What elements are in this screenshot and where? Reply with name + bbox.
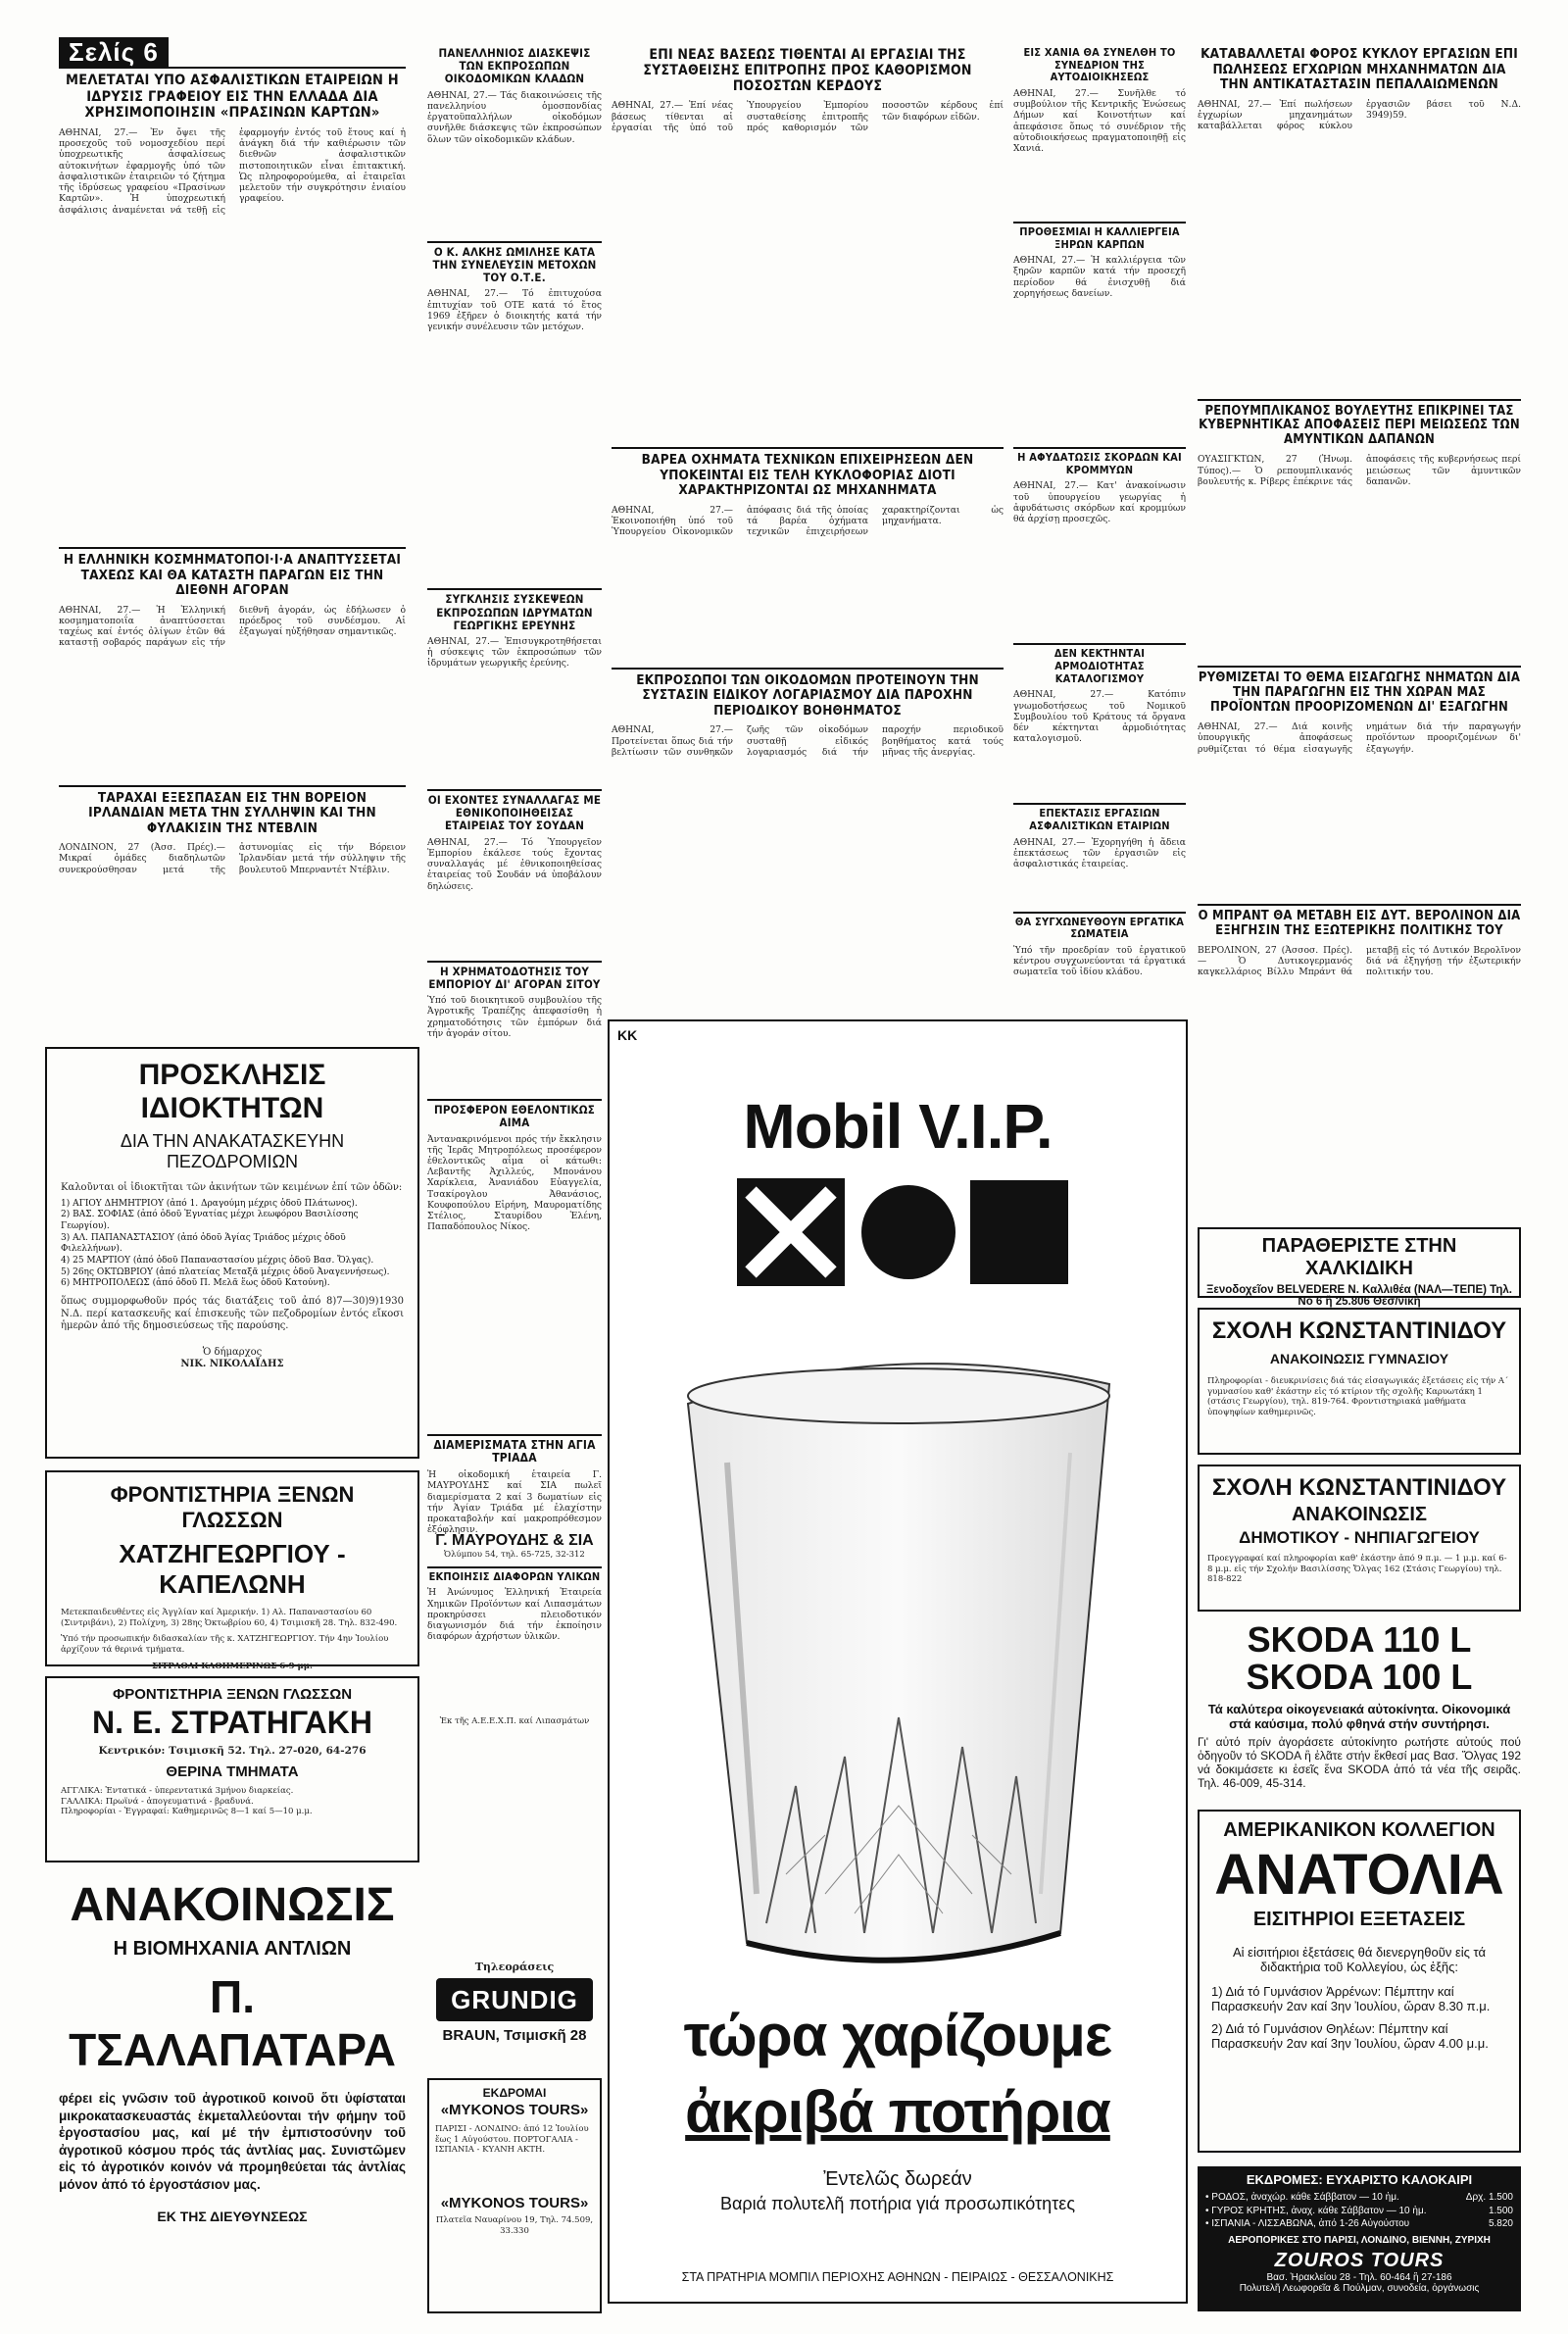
tour-label: • ΙΣΠΑΝΙΑ - ΛΙΣΣΑΒΩΝΑ, ἀπό 1-26 Αὐγούστου — [1205, 2218, 1410, 2229]
headline-profit: ΕΠΙ ΝΕΑΣ ΒΑΣΕΩΣ ΤΙΘΕΝΤΑΙ ΑΙ ΕΡΓΑΣΙΑΙ ΤΗΣ ΣΥΣΤΑΘΕΙΣΗΣ ΕΠΙΤΡΟΠΗΣ ΠΡΟΣ ΚΑΘΟΡΙΣΜΟΝ ΠΟΣΟΣΤΩΝ ΚΕΡΔΟΥΣ — [643, 47, 972, 95]
tour-row — [1205, 2205, 1513, 2218]
company-address: Ὀλύμπου 54, τηλ. 65-725, 32-312 — [444, 1550, 585, 1561]
headline-apartments: ΔΙΑΜΕΡΙΣΜΑΤΑ ΣΤΗΝ ΑΓΙΑ ΤΡΙΑΔΑ — [433, 1437, 596, 1465]
column-5 — [1198, 47, 1521, 1082]
article-heavy-text: ΑΘΗΝΑΙ, 27.— Ἐκοινοποιήθη ὑπό τοῦ Ὑπουργείου Οἰκονομικῶν ἀπόφασις διά τῆς ὁποίας τά βαρέα ὀχήματα τεχνικῶν ἐπιχειρήσεων χαρακτηρίζονται ὡς μηχανήματα. — [612, 504, 1004, 538]
skoda-line2: SKODA 100 L — [1246, 1656, 1473, 1697]
zouros-foot: Πολυτελῆ Λεωφορεῖα & Πούλμαν, συνοδεία, ὀργάνωσις — [1239, 2282, 1480, 2294]
school1-subtitle: ΑΝΑΚΟΙΝΩΣΙΣ ΓΥΜΝΑΣΙΟΥ — [1269, 1351, 1449, 1366]
article-insurers-text: ΑΘΗΝΑΙ, 27.— Ἐχορηγήθη ἡ ἄδεια ἐπεκτάσεως τῶν ἐργασιῶν εἰς ἀσφαλιστικάς ἑταιρείας. — [1013, 836, 1186, 870]
article-builders-text: ΑΘΗΝΑΙ, 27.— Τάς διακοινώσεις τῆς πανελληνίου ὁμοσπονδίας ἐργατοϋπαλλήλων οἰκοδόμων συνῆλθε διάσκεψις τῶν ἐκπροσώπων ὅλων τῶν οἰκοδομικῶν κλάδων. — [427, 89, 602, 145]
mobil-headline-1: τώρα χαρίζουμε — [683, 2003, 1112, 2068]
article-yarns-text: ΑΘΗΝΑΙ, 27.— Διά κοινῆς ὑπουργικῆς ἀποφάσεως ρυθμίζεται τό θέμα εἰσαγωγῆς νημάτων διά τήν παραγωγήν προϊόντων προοριζομένων δι' ἐξαγωγήν. — [1198, 721, 1521, 755]
school2-title: ΣΧΟΛΗ ΚΩΝΣΤΑΝΤΙΝΙΔΟΥ — [1211, 1474, 1507, 1501]
headline-yarns: ΡΥΘΜΙΖΕΤΑΙ ΤΟ ΘΕΜΑ ΕΙΣΑΓΩΓΗΣ ΝΗΜΑΤΩΝ ΔΙΑ ΤΗΝ ΠΑΡΑΓΩΓΗΝ ΕΙΣ ΤΗΝ ΧΩΡΑΝ ΜΑΣ ΠΡΟΪΟΝΤΩΝ ΠΡΟΟΡΙΖΟΜΕΝΩΝ ΔΙ' ΕΞΑΓΩΓΗΝ — [1198, 670, 1521, 716]
zouros-address: Βασ. Ἡρακλείου 28 - Τηλ. 60-464 ἢ 27-186 — [1266, 2271, 1452, 2283]
divider — [427, 588, 602, 590]
tour-row — [1205, 2191, 1513, 2205]
article-sudan-text: ΑΘΗΝΑΙ, 27.— Τό Ὑπουργεῖον Ἐμπορίου ἐκάλεσε τούς ἔχοντας συναλλαγάς μέ ἐθνικοποιηθείσας ἑταιρείας τοῦ Σουδάν νά ὑποβάλουν δηλώσεις. — [427, 836, 602, 892]
chalkidiki-text: Ξενοδοχεῖον BELVEDERE Ν. Καλλιθέα (ΝΑΛ—ΤΕΠΕ) Τηλ. Νο 6 ἢ 25.806 Θεσ/νίκη — [1206, 1284, 1512, 1308]
signature-role: Ὁ δήμαρχος — [202, 1346, 263, 1358]
divider — [427, 1099, 602, 1101]
ad-pumps-name: Π. ΤΣΑΛΑΠΑΤΑΡΑ — [69, 1971, 396, 2075]
mykonos-name: «MYKONOS TOURS» — [440, 2102, 589, 2118]
divider — [1013, 222, 1186, 223]
anatolia-text: Αἱ εἰσιτήριοι ἐξετάσεις θά διενεργηθοῦν εἰς τά διδακτήρια τοῦ Κολλεγίου, ὡς ἑξῆς: — [1232, 1944, 1486, 1974]
divider — [59, 547, 406, 549]
ad-zouros-tours — [1198, 2166, 1521, 2311]
ad-lang1-title: ΦΡΟΝΤΙΣΤΗΡΙΑ ΞΕΝΩΝ ΓΛΩΣΣΩΝ — [110, 1482, 355, 1532]
ad-lang1-text: Μετεκπαιδευθέντες εἰς Ἀγγλίαν καί Ἀμερικήν. 1) Αλ. Παπαναστασίου 60 (Σιντριβάνι), 2) Πολίχνη, 3) 28ης Ὀκτωβρίου 60, 4) Τσιμισκῆ 28. Τηλ. 832-490. — [61, 1608, 398, 1628]
article-wheat-text: Ὑπό τοῦ διοικητικοῦ συμβουλίου τῆς Ἀγροτικῆς Τραπέζης ἀπεφασίσθη ἡ χρηματοδότησις τῶν ἐμπόρων διά τήν ἀγοράν σίτου. — [427, 995, 602, 1039]
grundig-logo: GRUNDIG — [436, 1978, 593, 2021]
street-item: 5) 26ης ΟΚΤΩΒΡΙΟΥ (ἀπό πλατείας Μεταξᾶ μέχρις ὁδοῦ Ἀναγεννήσεως). — [61, 1266, 390, 1277]
divider — [1198, 904, 1521, 906]
article-agri-text: ΑΘΗΝΑΙ, 27.— Ἐπισυγκροτηθήσεται ἡ σύσκεψις τῶν ἐκπροσώπων τῶν ἱδρυμάτων γεωργικῆς ἐρεύνης. — [427, 635, 602, 670]
zouros-air: ΑΕΡΟΠΟΡΙΚΕΣ ΣΤΟ ΠΑΡΙΣΙ, ΛΟΝΔΙΝΟ, ΒΙΕΝΝΗ, ΖΥΡΙΧΗ — [1228, 2234, 1491, 2246]
street-item: 4) 25 ΜΑΡΤΙΟΥ (ἀπό ὁδοῦ Παπαναστασίου μέχρις ὁδοῦ Βασ. Ὄλγας). — [61, 1255, 374, 1266]
divider — [612, 447, 1004, 449]
article-authority-text: ΑΘΗΝΑΙ, 27.— Κατόπιν γνωμοδοτήσεως τοῦ Νομικοῦ Συμβουλίου τοῦ Κράτους τά ὄργανα δέν κέκτηνται ἁρμοδιότητας καταλογισμοῦ. — [1013, 689, 1186, 745]
street-item: 2) ΒΑΣ. ΣΟΦΙΑΣ (ἀπό ὁδοῦ Ἐγνατίας μέχρι λεωφόρου Βασιλίσσης Γεωργίου). — [61, 1210, 359, 1231]
anatolia-name: ΑΝΑΤΟΛΙΑ — [1214, 1843, 1504, 1907]
article-garlic-text: ΑΘΗΝΑΙ, 27.— Κατ' ἀνακοίνωσιν τοῦ ὑπουργείου γεωργίας ἡ ἀφυδάτωσις σκόρδων καί κρομμύων θά ἀρχίσῃ προσεχῶς. — [1013, 480, 1186, 525]
mykonos-pre: ΕΚΔΡΟΜΑΙ — [482, 2086, 547, 2100]
ad-lang2-line: ΓΑΛΛΙΚΑ: Πρωϊνά - ἀπογευματινά - βραδυνά. — [61, 1796, 254, 1807]
column-4 — [1013, 47, 1186, 1023]
page-label: Σελίς 6 — [59, 37, 169, 68]
grundig-pre: Τηλεοράσεις — [474, 1961, 555, 1973]
headline-sudan: ΟΙ ΕΧΟΝΤΕΣ ΣΥΝΑΛΛΑΓΑΣ ΜΕ ΕΘΝΙΚΟΠΟΙΗΘΕΙΣΑΣ ΕΤΑΙΡΕΙΑΣ ΤΟΥ ΣΟΥΔΑΝ — [427, 792, 602, 833]
headline-heavy-vehicles: ΒΑΡΕΑ ΟΧΗΜΑΤΑ ΤΕΧΝΙΚΩΝ ΕΠΙΧΕΙΡΗΣΕΩΝ ΔΕΝ ΥΠΟΚΕΙΝΤΑΙ ΕΙΣ ΤΕΛΗ ΚΥΚΛΟΦΟΡΙΑΣ ΔΙΟΤΙ ΧΑΡΑΚΤΗΡΙΖΟΝΤΑΙ ΩΣ ΜΗΧΑΝΗΜΑΤΑ — [641, 452, 974, 499]
school1-title: ΣΧΟΛΗ ΚΩΝΣΤΑΝΤΙΝΙΔΟΥ — [1211, 1317, 1507, 1344]
skoda-text: Γι' αὐτό πρίν ἀγοράσετε αὐτοκίνητο ρωτήστε αὐτούς πού ὁδηγοῦν τό SKODA ἢ ἐλᾶτε στήν ἔκθεσί μας Βασ. Ὄλγας 192 νά δοκιμάσετε κι ἐσεῖς ἕνα SKODA ἀπό τά νέα τῆς σειρᾶς. Τηλ. 46-009, 45-314. — [1198, 1734, 1521, 1790]
article-jewellery-text: ΑΘΗΝΑΙ, 27.— Ἡ Ἑλληνική κοσμηματοποιΐα ἀναπτύσσεται ταχέως καί ἐντός ὀλίγων ἐτῶν θά καταστῇ σοβαρός παράγων εἰς τήν διεθνῆ ἀγοράν, ὡς ἐδήλωσεν ὁ πρόεδρος τοῦ συνδέσμου. Αἱ ἐξαγωγαί ηὐξήθησαν σημαντικῶς. — [59, 604, 406, 649]
ad-owners-title: ΠΡΟΣΚΛΗΣΙΣ ΙΔΙΟΚΤΗΤΩΝ — [138, 1059, 326, 1124]
headline-wheat: Η ΧΡΗΜΑΤΟΔΟΤΗΣΙΣ ΤΟΥ ΕΜΠΟΡΙΟΥ ΔΙ' ΑΓΟΡΑΝ ΣΙΤΟΥ — [428, 964, 601, 991]
article-insurance-text: ΑΘΗΝΑΙ, 27.— Ἐν ὄψει τῆς προσεχοῦς τοῦ νομοσχεδίου περί ὑποχρεωτικῆς ἀσφαλίσεως αὐτοκινήτων ἐφαρμογῆς ὑπό τῶν ἀσφαλιστικῶν ἑταιρειῶν τό ζήτημα τῆς ἱδρύσεως γραφείου «Πρασίνων Καρτῶν». Ἡ ὑποχρεωτική ἀσφάλισις ἀναμένεται νά τεθῇ εἰς ἐφαρμογήν ἐντός τοῦ ἔτους καί ἡ ἀνάγκη διά τήν καθιέρωσιν τῶν διεθνῶν ἀσφαλιστικῶν πιστοποιητικῶν εἶναι ἐπιτακτική. Ὡς πληροφορούμεθα, αἱ ἑταιρεῖαι μελετοῦν τήν συγκρότησιν ἑνιαίου γραφείου. — [59, 127, 406, 216]
mobil-sub-1: Ἐντελῶς δωρεάν — [823, 2168, 972, 2190]
divider — [427, 789, 602, 791]
headline-republican: ΡΕΠΟΥΜΠΛΙΚΑΝΟΣ ΒΟΥΛΕΥΤΗΣ ΕΠΙΚΡΙΝΕΙ ΤΑΣ ΚΥΒΕΡΝΗΤΙΚΑΣ ΑΠΟΦΑΣΕΙΣ ΠΕΡΙ ΜΕΙΩΣΕΩΣ ΤΩΝ ΑΜΥΝΤΙΚΩΝ ΔΑΠΑΝΩΝ — [1199, 403, 1520, 448]
headline-builders: ΠΑΝΕΛΛΗΝΙΟΣ ΔΙΑΣΚΕΨΙΣ ΤΩΝ ΕΚΠΡΟΣΩΠΩΝ ΟΙΚΟΔΟΜΙΚΩΝ ΚΛΑΔΩΝ — [438, 46, 591, 86]
divider — [427, 241, 602, 243]
ad-lang2-line: Πληροφορίαι - Ἐγγραφαί: Καθημερινῶς 8—1 καί 5—10 μ.μ. — [61, 1807, 313, 1817]
anatolia-pre: ΑΜΕΡΙΚΑΝΙΚΟΝ ΚΟΛΛΕΓΙΟΝ — [1223, 1819, 1495, 1841]
ad-owners-subtitle: ΔΙΑ ΤΗΝ ΑΝΑΚΑΤΑΣΚΕΥΗΝ ΠΕΖΟΔΡΟΜΙΩΝ — [120, 1131, 345, 1171]
school2-subtitle1: ΑΝΑΚΟΙΝΩΣΙΣ — [1291, 1504, 1427, 1525]
street-item: 3) ΑΛ. ΠΑΠΑΝΑΣΤΑΣΙΟΥ (ἀπό ὁδοῦ Ἁγίας Τριάδος μέχρις ὁδοῦ Φιλελλήνων). — [61, 1232, 346, 1255]
zouros-brand: ZOUROS TOURS — [1274, 2249, 1445, 2271]
ad-lang2-line: ΑΓΓΛΙΚΑ: Ἐντατικά - ὑπερεντατικά 3μήνου διαρκείας. — [61, 1786, 294, 1797]
anatolia-item2: 2) Διά τό Γυμνάσιον Θηλέων: Πέμπτην καί Παρασκευήν 2αν καί 3ην Ἰουλίου, ὥραν 4.00 μ.μ. — [1211, 2020, 1489, 2051]
divider — [59, 785, 406, 787]
tour-price: 1.500 — [1488, 2205, 1513, 2216]
ad-pumps-title: ΑΝΑΚΟΙΝΩΣΙΣ — [70, 1879, 395, 1931]
ad-lang2-section: ΘΕΡΙΝΑ ΤΜΗΜΑΤΑ — [166, 1763, 299, 1781]
ad-owners-notice — [45, 1047, 419, 1459]
column-3 — [612, 47, 1004, 1028]
article-chania-text: ΑΘΗΝΑΙ, 27.— Συνῆλθε τό συμβούλιον τῆς Κεντρικῆς Ἑνώσεως Δήμων καί Κοινοτήτων καί ἀπεφάσισε ὅπως τό συνέδριον τῆς αὐτοδιοικήσεως πραγματοποιηθῇ εἰς Χανιά. — [1013, 87, 1186, 155]
headline-account: ΕΚΠΡΟΣΩΠΟΙ ΤΩΝ ΟΙΚΟΔΟΜΩΝ ΠΡΟΤΕΙΝΟΥΝ ΤΗΝ ΣΥΣΤΑΣΙΝ ΕΙΔΙΚΟΥ ΛΟΓΑΡΙΑΣΜΟΥ ΔΙΑ ΠΑΡΟΧΗΝ ΠΕΡΙΟΔΙΚΟΥ ΒΟΗΘΗΜΑΤΟΣ — [636, 671, 979, 719]
ad-pumps-sign: ΕΚ ΤΗΣ ΔΙΕΥΘΥΝΣΕΩΣ — [157, 2209, 308, 2225]
article-apartments-text: Ἡ οἰκοδομική ἑταιρεία Γ. ΜΑΥΡΟΥΔΗΣ καί ΣΙΑ πωλεῖ διαμερίσματα 2 καί 3 δωματίων εἰς τήν Ἁγίαν Τριάδα μέ ἐλαχίστην προκαταβολήν καί μακροπρόθεσμον ἐξόφλησιν. — [427, 1469, 602, 1536]
ad-anatolia-college — [1198, 1810, 1521, 2153]
zouros-title: ΕΚΔΡΟΜΕΣ: ΕΥΧΑΡΙΣΤΟ ΚΑΛΟΚΑΙΡΙ — [1246, 2172, 1473, 2187]
tour-price: 5.820 — [1488, 2218, 1513, 2229]
ad-lang1-name: ΧΑΤΖΗΓΕΩΡΓΙΟΥ - ΚΑΠΕΛΩΝΗ — [119, 1539, 346, 1599]
school1-text: Πληροφορίαι - διευκρινίσεις διά τάς εἰσαγωγικάς ἐξετάσεις εἰς τήν Α΄ γυμνασίου καθ' ἑκάστην εἰς τό κτίριον τῆς σχολῆς Καρυωτάκη 1 (στάσις Γεωργίου), τηλ. 819-764. Φροντιστηριακά μαθήματα ὑποψηφίων καθημερινῶς. — [1207, 1376, 1509, 1417]
ad-mykonos-tours — [427, 2078, 602, 2313]
ad-chalkidiki — [1198, 1227, 1521, 1308]
headline-materials: ΕΚΠΟΙΗΣΙΣ ΔΙΑΦΟΡΩΝ ΥΛΙΚΩΝ — [428, 1569, 601, 1583]
divider — [59, 67, 406, 69]
tour-row — [1205, 2217, 1513, 2231]
column-1 — [59, 73, 406, 950]
mykonos-name-2: «MYKONOS TOURS» — [440, 2194, 589, 2211]
ad-skoda — [1198, 1621, 1521, 1798]
headline-blood: ΠΡΟΣΦΕΡΟΝ ΕΘΕΛΟΝΤΙΚΩΣ ΑΙΜΑ — [434, 1103, 595, 1130]
mykonos-text: ΠΑΡΙΣΙ - ΛΟΝΔΙΝΟ: ἀπό 12 Ἰουλίου ἕως 1 Αὐγούστου. ΠΟΡΤΟΓΑΛΙΑ - ΙΣΠΑΝΙΑ - ΚΥΑΝΗ ΑΚΤΗ. — [435, 2124, 589, 2156]
signature-name: ΝΙΚ. ΝΙΚΟΛΑΪΔΗΣ — [180, 1359, 284, 1369]
street-item: 6) ΜΗΤΡΟΠΟΛΕΩΣ (ἀπό ὁδοῦ Π. Μελᾶ ἕως ὁδοῦ Κατούνη). — [61, 1278, 330, 1289]
divider — [1198, 399, 1521, 401]
mykonos-address: Πλατεῖα Ναυαρίνου 19, Τηλ. 74.509, 33.330 — [435, 2214, 594, 2236]
headline-tax: ΚΑΤΑΒΑΛΛΕΤΑΙ ΦΟΡΟΣ ΚΥΚΛΟΥ ΕΡΓΑΣΙΩΝ ΕΠΙ ΠΩΛΗΣΕΩΣ ΕΓΧΩΡΙΩΝ ΜΗΧΑΝΗΜΑΤΩΝ ΔΙΑ ΤΗΝ ΑΝΤΙΚΑΤΑΣΤΑΣΙΝ ΠΕΠΑΛΑΙΩΜΕΝΩΝ — [1200, 46, 1518, 93]
ad-lang2-name: Ν. Ε. ΣΤΡΑΤΗΓΑΚΗ — [92, 1705, 372, 1740]
divider — [1013, 803, 1186, 805]
article-blood-text: Ἀντανακρινόμενοι πρός τήν ἔκκλησιν τῆς Ἱερᾶς Μητροπόλεως προσέφερον ἐθελοντικῶς αἷμα οἱ κάτωθι: Λεβαντῆς Ἀχιλλεύς, Μπονάνου Χαρίκλεια, Ἀνανιάδου Εὐαγγελία, Τσακίρογλου Ἀθανάσιος, Κουφοπούλου Εἰρήνη, Μαυροματίδης Στέλιος, Σταυρίδου Ἑλένη, Παπαδόπουλος Νίκος. — [427, 1133, 602, 1233]
tour-label: • ΡΟΔΟΣ, ἀναχώρ. κάθε Σάββατον — 10 ἡμ. — [1205, 2192, 1399, 2203]
ad-pumps — [45, 1874, 419, 2306]
mobil-sub-2: Βαριά πολυτελῆ ποτήρια γιά προσωπικότητες — [719, 2194, 1075, 2213]
skoda-tagline: Τά καλύτερα οἰκογενειακά αὐτοκίνητα. Οἰκονομικά στά καύσιμα, πολύ φθηνά στήν συντήρησι. — [1207, 1701, 1511, 1731]
anatolia-item1: 1) Διά τό Γυμνάσιον Ἀρρένων: Πέμπτην καί Παρασκευήν 2αν καί 3ην Ἰουλίου, ὥραν 8.30 π.μ. — [1211, 1983, 1491, 2013]
article-account-text: ΑΘΗΝΑΙ, 27.— Προτείνεται ὅπως διά τήν βελτίωσιν τῶν συνθηκῶν ζωῆς τῶν οἰκοδόμων συσταθῇ εἰδικός λογαριασμός διά τήν παροχήν περιοδικοῦ βοηθήματος κατά τούς μῆνας τῆς ἀνεργίας. — [612, 724, 1004, 758]
ad-pumps-subtitle: Η ΒΙΟΜΗΧΑΝΙΑ ΑΝΤΛΙΩΝ — [113, 1938, 352, 1960]
article-tax-text: ΑΘΗΝΑΙ, 27.— Ἐπί πωλήσεων ἐγχωρίων μηχανημάτων καταβάλλεται φόρος κύκλου ἐργασιῶν βάσει τοῦ Ν.Δ. 3949)59. — [1198, 98, 1521, 131]
headline-insurance: ΜΕΛΕΤΑΤΑΙ ΥΠΟ ΑΣΦΑΛΙΣΤΙΚΩΝ ΕΤΑΙΡΕΙΩΝ Η ΙΔΡΥΣΙΣ ΓΡΑΦΕΙΟΥ ΕΙΣ ΤΗΝ ΕΛΛΑΔΑ ΔΙΑ ΧΡΗΣΙΜΟΠΟΙΗΣΙΝ «ΠΡΑΣΙΝΩΝ ΚΑΡΤΩΝ» — [66, 73, 399, 122]
ad-lang2-title: ΦΡΟΝΤΙΣΤΗΡΙΑ ΞΕΝΩΝ ΓΛΩΣΣΩΝ — [112, 1686, 353, 1703]
article-materials-text: Ἡ Ἀνώνυμος Ἑλληνική Ἑταιρεία Χημικῶν Προϊόντων καί Λιπασμάτων προκηρύσσει πλειοδοτικόν διαγωνισμόν διά τήν ἐκποίησιν διαφόρων ἀχρήστων ὑλικῶν. — [427, 1587, 602, 1643]
headline-authority: ΔΕΝ ΚΕΚΤΗΝΤΑΙ ΑΡΜΟΔΙΟΤΗΤΑΣ ΚΑΤΑΛΟΓΙΣΜΟΥ — [1054, 647, 1146, 685]
ad-lang2-address: Κεντρικόν: Τσιμισκῆ 52. Τηλ. 27-020, 64-276 — [98, 1745, 367, 1757]
divider — [1013, 447, 1186, 449]
ad-lang1-hours: ΣΙΤΡΑΟΛΙ ΚΑΘΗΜΕΡΙΝΩΣ 6-9 μμ. — [152, 1661, 313, 1671]
column-2 — [427, 47, 602, 1727]
mobil-footer: ΣΤΑ ΠΡΑΤΗΡΙΑ ΜΟΜΠΙΛ ΠΕΡΙΟΧΗΣ ΑΘΗΝΩΝ - ΠΕΙΡΑΙΩΣ - ΘΕΣΣΑΛΟΝΙΚΗΣ — [681, 2270, 1114, 2284]
ad-owners-intro: Καλοῦνται οἱ ἰδιοκτῆται τῶν ἀκινήτων τῶν κειμένων ἐπί τῶν ὁδῶν: — [61, 1182, 403, 1193]
school2-text: Προεγγραφαί καί πληροφορίαι καθ' ἑκάστην ἀπό 9 π.μ. — 1 μ.μ. καί 6-8 μ.μ. εἰς τήν Σχολήν Βασιλίσσης Ὄλγας 162 (Στάσις Γεωργίου) τηλ. 818-822 — [1207, 1554, 1507, 1585]
ad-mobil-vip — [608, 1019, 1188, 2304]
headline-ote: Ο Κ. ΑΛΚΗΣ ΩΜΙΛΗΣΕ ΚΑΤΑ ΤΗΝ ΣΥΝΕΛΕΥΣΙΝ ΜΕΤΟΧΩΝ ΤΟΥ Ο.Τ.Ε. — [432, 244, 597, 285]
materials-sign: Ἐκ τῆς Α.Ε.Ε.Χ.Π. καί Λιπασμάτων — [439, 1716, 590, 1727]
tour-label: • ΓΥΡΟΣ ΚΡΗΤΗΣ, ἀναχ. κάθε Σάββατον — 10 ἡμ. — [1205, 2205, 1427, 2216]
company-name: Γ. ΜΑΥΡΟΥΔΗΣ & ΣΙΑ — [435, 1532, 594, 1550]
divider — [427, 1566, 602, 1568]
ad-school-primary — [1198, 1465, 1521, 1612]
headline-agri-research: ΣΥΓΚΛΗΣΙΣ ΣΥΣΚΕΨΕΩΝ ΕΚΠΡΟΣΩΠΩΝ ΙΔΡΥΜΑΤΩΝ ΓΕΩΡΓΙΚΗΣ ΕΡΕΥΝΗΣ — [436, 592, 593, 632]
skoda-line1: SKODA 110 L — [1247, 1619, 1472, 1660]
headline-jewellery: Η ΕΛΛΗΝΙΚΗ ΚΟΣΜΗΜΑΤΟΠΟΙ·Ι·Α ΑΝΑΠΤΥΣΣΕΤΑΙ ΤΑΧΕΩΣ ΚΑΙ ΘΑ ΚΑΤΑΣΤΗ ΠΑΡΑΓΩΝ ΕΙΣ ΤΗΝ ΔΙΕΘΝΗ ΑΓΟΡΑΝ — [63, 552, 402, 599]
headline-insurers: ΕΠΕΚΤΑΣΙΣ ΕΡΓΑΣΙΩΝ ΑΣΦΑΛΙΣΤΙΚΩΝ ΕΤΑΙΡΙΩΝ — [1029, 807, 1170, 833]
divider — [427, 1434, 602, 1436]
ad-language-school-1 — [45, 1470, 419, 1671]
mobil-headline-2: ἀκριβά ποτήρια — [685, 2079, 1110, 2145]
article-unions-text: Ὑπό τῆν προεδρίαν τοῦ ἐργατικοῦ κέντρου συγχωνεύονται τά ἐργατικά σωματεῖα τοῦ ἰδίου κλάδου. — [1013, 944, 1186, 978]
article-ote-text: ΑΘΗΝΑΙ, 27.— Τό ἐπιτυχούσα ἐπιτυχίαν τοῦ ΟΤΕ κατά τό ἔτος 1969 ἐξῆρεν ὁ διοικητής κατά τήν γενικήν συνέλευσιν τῶν μετόχων. — [427, 288, 602, 332]
divider — [427, 961, 602, 963]
school2-subtitle2: ΔΗΜΟΤΙΚΟΥ - ΝΗΠΙΑΓΩΓΕΙΟΥ — [1239, 1528, 1480, 1547]
divider — [1013, 912, 1186, 914]
headline-garlic: Η ΑΦΥΔΑΤΩΣΙΣ ΣΚΟΡΔΩΝ ΚΑΙ ΚΡΟΜΜΥΩΝ — [1017, 451, 1182, 476]
headline-chania: ΕΙΣ ΧΑΝΙΑ ΘΑ ΣΥΝΕΛΘΗ ΤΟ ΣΥΝΕΔΡΙΟΝ ΤΗΣ ΑΥΤΟΔΙΟΙΚΗΣΕΩΣ — [1023, 46, 1176, 84]
headline-nuts: ΠΡΟΘΕΣΜΙΑΙ Η ΚΑΛΛΙΕΡΓΕΙΑ ΞΗΡΩΝ ΚΑΡΠΩΝ — [1019, 224, 1180, 251]
ad-lang1-text2: Ὑπό τήν προσωπικήν διδασκαλίαν τῆς κ. ΧΑΤΖΗΓΕΩΡΓΙΟΥ. Τήν 4ην Ἰουλίου ἀρχίζουν τά θερινά τμήματα. — [61, 1634, 389, 1655]
mobil-brand: Mobil V.I.P. — [743, 1091, 1053, 1162]
chalkidiki-title: ΠΑΡΑΘΕΡΙΣΤΕ ΣΤΗΝ ΧΑΛΚΙΔΙΚΗ — [1261, 1235, 1457, 1279]
ad-grundig — [427, 1961, 602, 2066]
ad-language-school-2 — [45, 1676, 419, 1862]
article-profit-text: ΑΘΗΝΑΙ, 27.— Ἐπί νέας βάσεως τίθενται αἱ ἐργασίαι τῆς ὑπό τοῦ Ὑπουργείου Ἐμπορίου συσταθείσης ἐπιτροπῆς πρός καθορισμόν τῶν ποσοστῶν κέρδους ἐπί τῶν διαφόρων εἰδῶν. — [612, 100, 1004, 133]
ad-pumps-text: φέρει εἰς γνῶσιν τοῦ ἀγροτικοῦ κοινοῦ ὅτι ὑφίσταται μικροκατασκευαστάς ἐκμεταλλεύονται τήν φήμην τοῦ ἐργοστασίου μας, καί μέ τήν ἐμπιστοσύνην τοῦ ἀγροτικοῦ κόσμου πρός τάς ἀντλίας μας. Συνιστῶμεν εἰς τό ἀγροτικόν κοινόν νά προμηθεύεται τάς ἀντλίας μόνον ἀπό τό ἐργοστάσιον μας. — [59, 2091, 406, 2192]
mobil-symbols-icon — [737, 1178, 1070, 1296]
ad-owners-body: ὅπως συμμορφωθοῦν πρός τάς διατάξεις τοῦ ἀπό 8)7—30)9)1930 Ν.Δ. περί κατασκευῆς καί ἐπισκευῆς τῶν πεζοδρομίων ἐντός εἴκοσι ἡμερῶν ἀπό τῆς δημοσιεύσεως τῆς παρούσης. — [61, 1296, 404, 1331]
headline-ireland: ΤΑΡΑΧΑΙ ΕΞΕΣΠΑΣΑΝ ΕΙΣ ΤΗΝ ΒΟΡΕΙΟΝ ΙΡΛΑΝΔΙΑΝ ΜΕΤΑ ΤΗΝ ΣΥΛΛΗΨΙΝ ΚΑΙ ΤΗΝ ΦΥΛΑΚΙΣΙΝ ΤΗΣ ΝΤΕΒΛΙΝ — [88, 789, 376, 836]
grundig-address: BRAUN, Τσιμισκῆ 28 — [442, 2026, 587, 2044]
divider — [612, 668, 1004, 670]
divider — [1198, 666, 1521, 668]
street-item: 1) ΑΓΙΟΥ ΔΗΜΗΤΡΙΟΥ (ἀπό 1. Δραγούμη μέχρις ὁδοῦ Πλάτωνος). — [61, 1198, 358, 1209]
headline-unions: ΘΑ ΣΥΓΧΩΝΕΥΘΟΥΝ ΕΡΓΑΤΙΚΑ ΣΩΜΑΤΕΙΑ — [1014, 915, 1185, 941]
article-brandt-text: ΒΕΡΟΛΙΝΟΝ, 27 (Ἀσσοσ. Πρές).— Ὁ Δυτικογερμανός καγκελλάριος Βίλλυ Μπράντ θά μεταβῇ εἰς τό Δυτικόν Βερολῖνον διά νά ἐξηγήσῃ τήν ἐξωτερικήν πολιτικήν του. — [1198, 945, 1521, 978]
crystal-glass-icon — [668, 1345, 1129, 1972]
article-ireland-text: ΛΟΝΔΙΝΟΝ, 27 (Ἀσσ. Πρές).— Μικραί ὁμάδες διαδηλωτῶν συνεκρούσθησαν μετά τῆς ἀστυνομίας εἰς τήν Βόρειον Ἰρλανδίαν μετά τήν σύλληψιν τῆς βουλευτοῦ Μπερναντέτ Ντέβλιν. — [59, 842, 406, 875]
agency-mark: KK — [617, 1027, 638, 1043]
ad-school-gymnasium — [1198, 1308, 1521, 1455]
article-nuts-text: ΑΘΗΝΑΙ, 27.— Ἡ καλλιέργεια τῶν ξηρῶν καρπῶν κατά τήν προσεχῆ περίοδον θά ἐνισχυθῇ διά χορηγήσεως δανείων. — [1013, 255, 1186, 299]
headline-brandt: Ο ΜΠΡΑΝΤ ΘΑ ΜΕΤΑΒΗ ΕΙΣ ΔΥΤ. ΒΕΡΟΛΙΝΟΝ ΔΙΑ ΕΞΗΓΗΣΙΝ ΤΗΣ ΕΞΩΤΕΡΙΚΗΣ ΠΟΛΙΤΙΚΗΣ ΤΟΥ — [1198, 909, 1521, 939]
tour-price: Δρχ. 1.500 — [1465, 2192, 1513, 2203]
anatolia-sub: ΕΙΣΙΤΗΡΙΟΙ ΕΞΕΤΑΣΕΙΣ — [1252, 1908, 1466, 1930]
article-republican-text: ΟΥΑΣΙΓΚΤΩΝ, 27 (Ἡνωμ. Τύπος).— Ὁ ρεπουμπλικανός βουλευτής κ. Ρίβερς ἐπέκρινε τάς ἀποφάσεις τῆς κυβερνήσεως περί μειώσεως τῶν ἀμυντικῶν δαπανῶν. — [1198, 454, 1521, 487]
divider — [1013, 643, 1186, 645]
